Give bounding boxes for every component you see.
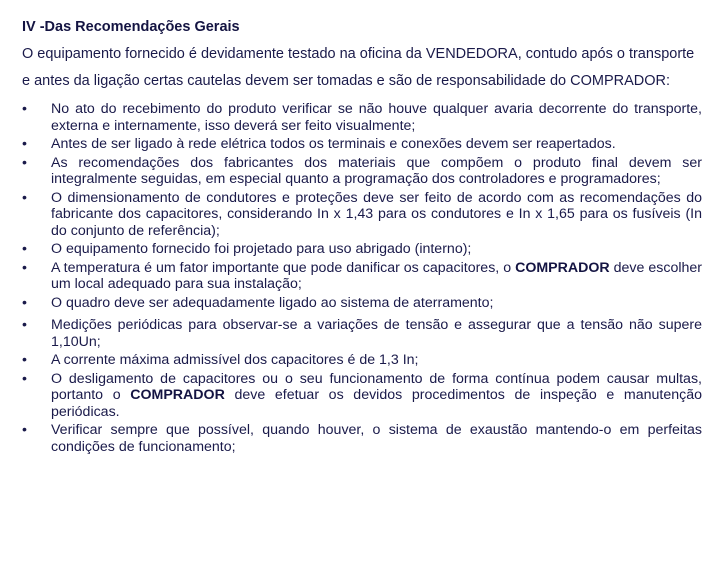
list-item xyxy=(22,352,702,369)
bullet-icon: • xyxy=(22,241,27,257)
list-item xyxy=(22,371,702,421)
list-item xyxy=(22,155,702,188)
recommendations-list xyxy=(22,101,702,455)
list-item-text: O desligamento de capacitores ou o seu funcionamento de forma contínua podem causar multas, portanto o COMPRADOR deve efetuar os devidos procedimentos de inspeção e manutenção periódicas. xyxy=(51,370,702,420)
bullet-icon: • xyxy=(22,136,27,152)
list-item xyxy=(22,241,702,258)
list-item-text: O equipamento fornecido foi projetado para uso abrigado (interno); xyxy=(51,241,472,257)
list-item-text: Medições periódicas para observar-se a variações de tensão e assegurar que a tensão não supere 1,10Un; xyxy=(51,317,702,350)
list-item xyxy=(22,422,702,455)
bullet-icon: • xyxy=(22,370,27,387)
bullet-icon: • xyxy=(22,317,27,333)
comprador-emphasis: COMPRADOR xyxy=(130,387,225,403)
list-item xyxy=(22,260,702,293)
list-item-text: Antes de ser ligado à rede elétrica todos os terminais e conexões devem ser reapertados. xyxy=(51,136,616,152)
comprador-emphasis: COMPRADOR xyxy=(515,259,610,276)
list-item xyxy=(22,136,702,153)
section-heading: IV -Das Recomendações Gerais xyxy=(22,19,240,35)
list-item xyxy=(22,295,702,312)
document-page xyxy=(22,17,702,457)
list-item-text: As recomendações dos fabricantes dos materiais que compõem o produto final devem ser integralmente seguidas, em especial quanto a programação dos controladores e programadores; xyxy=(51,154,702,187)
list-item xyxy=(22,190,702,240)
list-item-text: A corrente máxima admissível dos capacitores é de 1,3 In; xyxy=(51,352,419,368)
list-item-text: O dimensionamento de condutores e proteções deve ser feito de acordo com as recomendações do fabricante dos capacitores, considerando In x 1,43 para os condutores e In x 1,65 para os fusíveis (In do conjunto de referência); xyxy=(51,189,702,239)
list-item xyxy=(22,317,702,350)
list-item-text: A temperatura é um fator importante que pode danificar os capacitores, o COMPRADOR deve escolher um local adequado para sua instalação; xyxy=(51,259,703,292)
list-item-text: O quadro deve ser adequadamente ligado ao sistema de aterramento; xyxy=(51,294,494,311)
bullet-icon: • xyxy=(22,352,27,368)
bullet-icon: • xyxy=(22,259,27,276)
list-item xyxy=(22,101,702,134)
bullet-icon: • xyxy=(22,422,27,438)
bullet-icon: • xyxy=(22,154,27,171)
bullet-icon: • xyxy=(22,189,27,206)
list-item-text: No ato do recebimento do produto verificar se não houve qualquer avaria decorrente do transporte, externa e internamente, isso deverá ser feito visualmente; xyxy=(51,101,702,134)
bullet-icon: • xyxy=(22,101,27,117)
list-item-text: Verificar sempre que possível, quando houver, o sistema de exaustão mantendo-o em perfeitas condições de funcionamento; xyxy=(51,422,702,455)
bullet-icon: • xyxy=(22,294,27,311)
intro-paragraph: O equipamento fornecido é devidamente testado na oficina da VENDEDORA, contudo após o transporte e antes da ligação certas cautelas devem ser tomadas e são de responsabilidade do COMPRADOR: xyxy=(22,46,695,89)
